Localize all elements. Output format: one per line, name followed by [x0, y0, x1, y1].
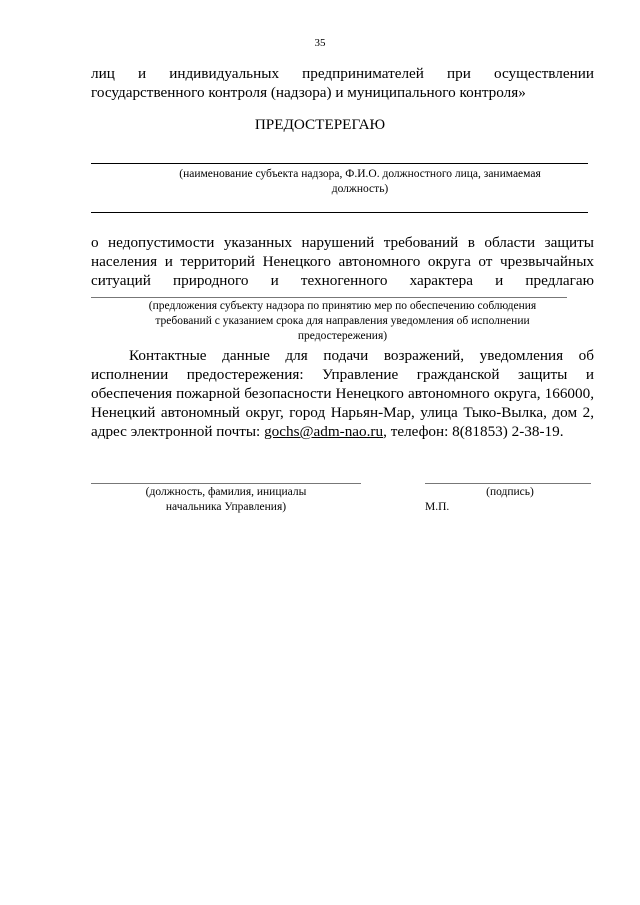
proposal-caption-line-1: (предложения субъекту надзора по принятию мер по обеспечению соблюдения	[148, 300, 537, 312]
position-fill-line	[91, 483, 361, 484]
page-number: 35	[314, 37, 326, 49]
intro-line-2: государственного контроля (надзора) и муниципального контроля»	[91, 84, 526, 101]
signature-fill-line	[425, 483, 591, 484]
warning-line-3: ситуаций природного и техногенного характера и предлагаю	[91, 272, 594, 289]
subject-caption	[80, 167, 640, 197]
intro-line-1: лиц и индивидуальных предпринимателей при осуществлении	[91, 65, 594, 82]
stamp-caption: М.П.	[425, 501, 450, 513]
intro-paragraph	[91, 64, 594, 102]
proposal-fill-line	[91, 297, 567, 298]
position-caption-line-2: начальника Управления)	[165, 501, 287, 513]
position-caption	[91, 485, 361, 515]
proposal-caption-line-3: предостережения)	[297, 330, 388, 342]
subject-caption-line-1: (наименование субъекта надзора, Ф.И.О. должностного лица, занимаемая	[179, 168, 541, 180]
warning-line-1: о недопустимости указанных нарушений требований в области защиты	[91, 234, 594, 251]
contacts-line-5	[91, 422, 594, 441]
warning-line-2: населения и территорий Ненецкого автономного округа от чрезвычайных	[91, 253, 594, 270]
proposal-caption	[91, 299, 594, 344]
subject-fill-line-2	[91, 212, 588, 213]
contacts-line-4: Ненецкий автономный округ, город Нарьян-Мар, улица Тыко-Вылка, дом 2,	[91, 404, 594, 421]
warning-paragraph	[91, 233, 594, 290]
contacts-paragraph	[91, 346, 594, 441]
subject-caption-line-2: должность)	[331, 183, 389, 195]
document-heading: ПРЕДОСТЕРЕГАЮ	[254, 116, 386, 133]
signature-caption: (подпись)	[486, 486, 534, 498]
phone-text: , телефон: 8(81853) 2-38-19.	[383, 423, 564, 440]
subject-fill-line	[91, 163, 588, 164]
contacts-line-1: Контактные данные для подачи возражений, уведомления об	[129, 347, 594, 364]
contacts-line-2: исполнении предостережения: Управление гражданской защиты и	[91, 366, 594, 383]
proposal-caption-line-2: требований с указанием срока для направления уведомления об исполнении	[155, 315, 530, 327]
email-label: адрес электронной почты:	[91, 423, 265, 440]
contacts-line-3: обеспечения пожарной безопасности Ненецкого автономного округа, 166000,	[91, 385, 594, 402]
position-caption-line-1: (должность, фамилия, инициалы	[145, 486, 307, 498]
email-link[interactable]: gochs@adm-nao.ru	[264, 423, 384, 440]
